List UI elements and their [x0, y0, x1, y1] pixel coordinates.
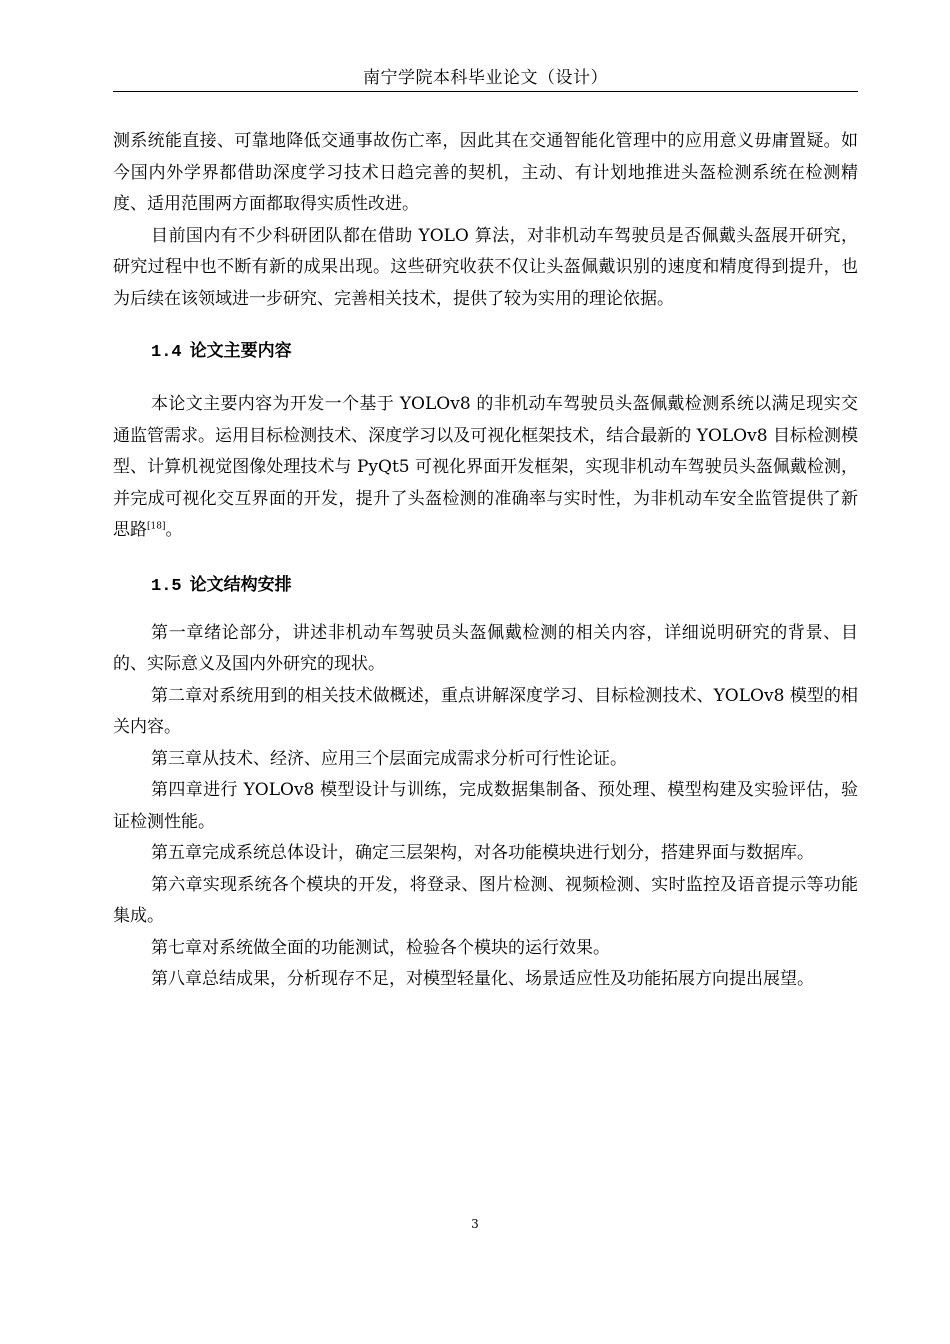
section-heading-1-5 — [113, 570, 858, 601]
page-header — [113, 58, 858, 92]
chapter-summary-8: 第八章总结成果，分析现存不足，对模型轻量化、场景适应性及功能拓展方向提出展望。 — [151, 969, 814, 989]
section-title: 论文主要内容 — [189, 341, 292, 361]
section-heading-1-4 — [113, 336, 858, 367]
chapter-summary-1: 第一章绪论部分，讲述非机动车驾驶员头盔佩戴检测的相关内容，详细说明研究的背景、目的、实际意义及国内外研究的现状。 — [113, 622, 858, 674]
paragraph-research-status: 目前国内有不少科研团队都在借助 YOLO 算法，对非机动车驾驶员是否佩戴头盔展开研究，研究过程中也不断有新的成果出现。这些研究收获不仅让头盔佩戴识别的速度和精度得到提升，也为后续在该领域进一步研究、完善相关技术，提供了较为实用的理论依据。 — [113, 225, 858, 309]
chapter-summary-5: 第五章完成系统总体设计，确定三层架构，对各功能模块进行划分，搭建界面与数据库。 — [151, 843, 814, 863]
section-number: 1.4 — [151, 343, 182, 362]
document-body — [113, 126, 858, 996]
chapter-summary-4: 第四章进行 YOLOv8 模型设计与训练，完成数据集制备、预处理、模型构建及实验评估，验证检测性能。 — [113, 780, 858, 832]
chapter-summary-3: 第三章从技术、经济、应用三个层面完成需求分析可行性论证。 — [151, 748, 627, 769]
chapter-summary-2: 第二章对系统用到的相关技术做概述，重点讲解深度学习、目标检测技术、YOLOv8 模型的相关内容。 — [113, 685, 858, 737]
chapter-summary-6: 第六章实现系统各个模块的开发，将登录、图片检测、视频检测、实时监控及语音提示等功能集成。 — [113, 874, 858, 926]
section-number: 1.5 — [151, 576, 182, 596]
citation-reference: [18] — [147, 521, 166, 532]
section-title: 论文结构安排 — [189, 574, 292, 595]
paragraph-continuation: 测系统能直接、可靠地降低交通事故伤亡率，因此其在交通智能化管理中的应用意义毋庸置疑。如今国内外学界都借助深度学习技术日趋完善的契机，主动、有计划地推进头盔检测系统在检测精度、适用范围两方面都取得实质性改进。 — [113, 131, 858, 214]
paragraph-main-content-text: 本论文主要内容为开发一个基于 YOLOv8 的非机动车驾驶员头盔佩戴检测系统以满足现实交通监管需求。运用目标检测技术、深度学习以及可视化框架技术，结合最新的 YOLOv8 目标检测模型、计算机视觉图像处理技术与 PyQt5 可视化界面开发框架，实现非机动车驾驶员头盔佩戴检测，并完成可视化交互界面的开发，提升了头盔检测的准确率与实时性，为非机动车安全监管提供了新思路 — [113, 394, 858, 540]
header-title: 南宁学院本科毕业论文（设计） — [363, 68, 608, 88]
page-number: 3 — [471, 1217, 479, 1231]
paragraph-main-content — [113, 389, 858, 547]
chapter-summary-7: 第七章对系统做全面的功能测试，检验各个模块的运行效果。 — [151, 937, 610, 958]
paragraph-main-content-tail: 。 — [165, 520, 183, 540]
